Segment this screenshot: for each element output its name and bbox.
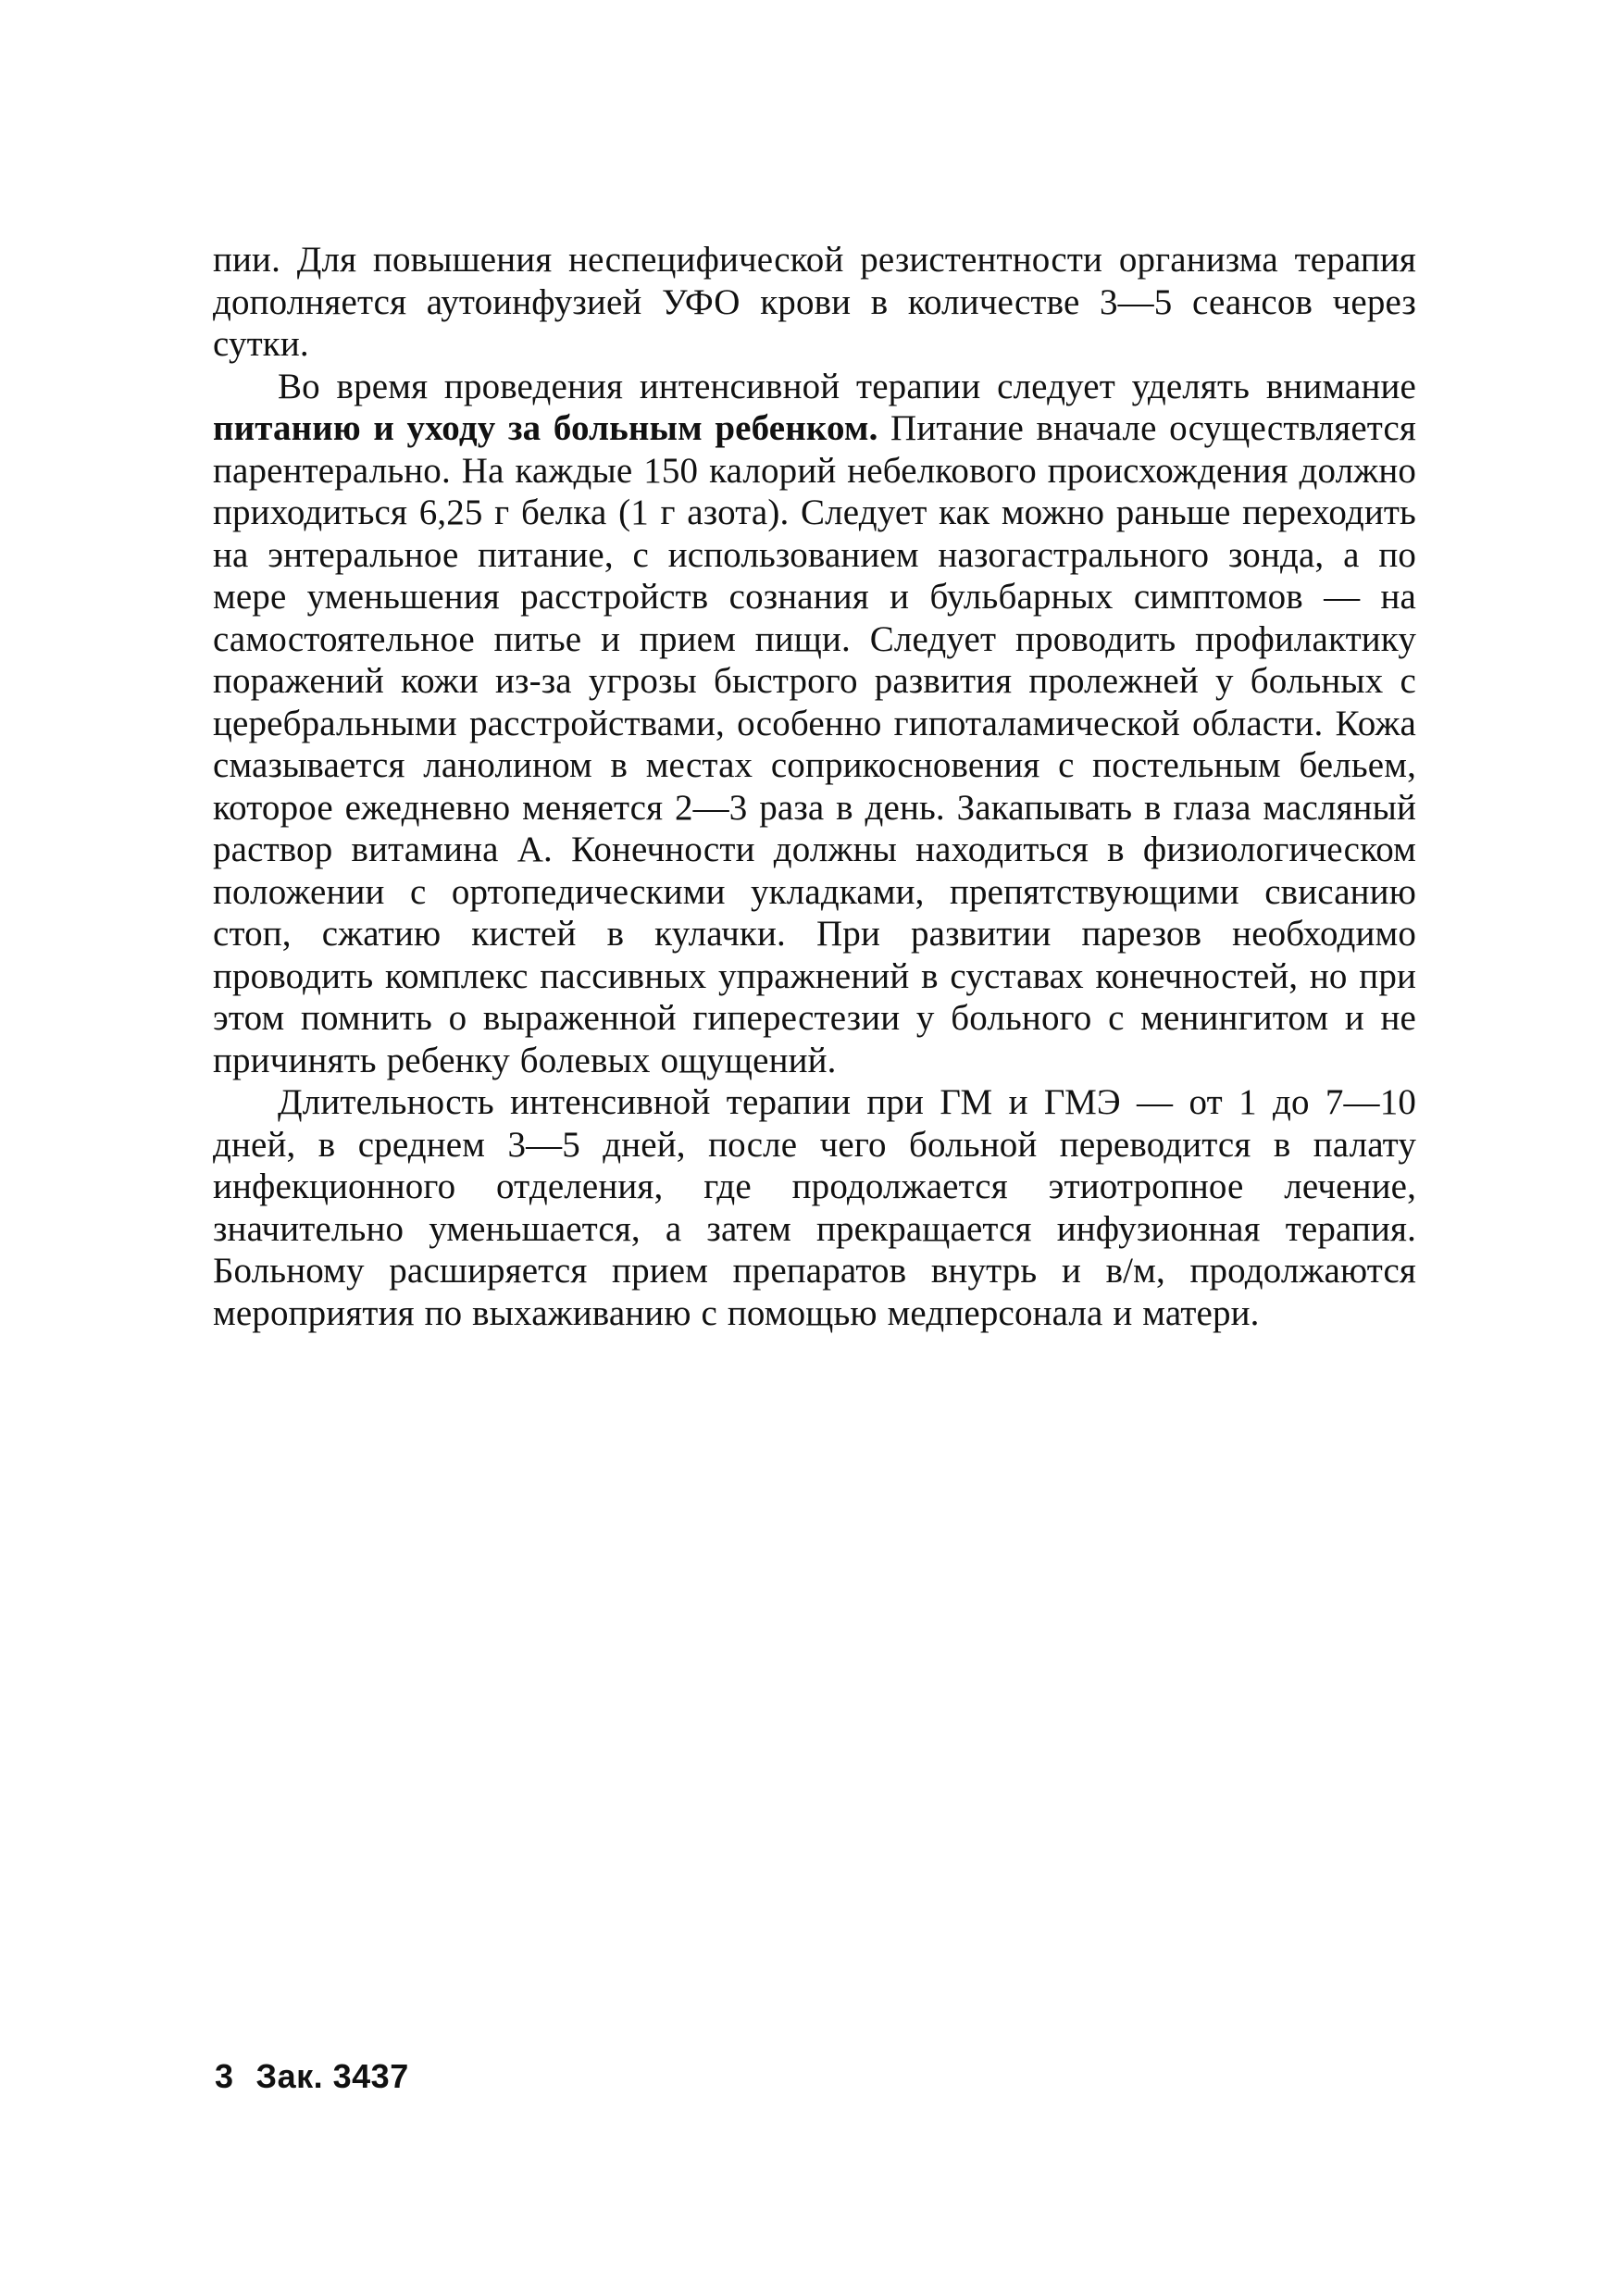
paragraph-1: пии. Для повышения неспецифической резистентности организма терапия дополняется аутоинфузией УФО крови в количестве 3—5 сеансов через сутки. bbox=[213, 240, 1416, 364]
paragraph-2-emphasis: питанию и уходу за больным ребенком. bbox=[213, 408, 878, 448]
page-footer bbox=[215, 2057, 409, 2096]
paragraph-3: Длительность интенсивной терапии при ГМ и ГМЭ — от 1 до 7—10 дней, в среднем 3—5 дней, после чего больной переводится в палату инфекционного отделения, где продолжается этиотропное лечение, значительно уменьшается, а затем прекращается инфузионная терапия. Больному расширяется прием препаратов внутрь и в/м, продолжаются мероприятия по выхаживанию с помощью медперсонала и матери. bbox=[213, 1082, 1416, 1333]
signature-number: 3 bbox=[215, 2057, 234, 2095]
paragraph-2 bbox=[213, 366, 1416, 1082]
body-text bbox=[213, 239, 1416, 1334]
paragraph-2-intro: Во время проведения интенсивной терапии следует уделять внимание bbox=[278, 366, 1416, 406]
order-label: Зак. 3437 bbox=[255, 2057, 409, 2095]
paragraph-2-body: Питание вначале осуществляется парентерально. На каждые 150 калорий небелкового происхождения должно приходиться 6,25 г белка (1 г азота). Следует как можно раньше переходить на энтеральное питание, с использованием назогастрального зонда, а по мере уменьшения расстройств сознания и бульбарных симптомов — на самостоятельное питье и прием пищи. Следует проводить профилактику поражений кожи из-за угрозы быстрого развития пролежней у больных с церебральными расстройствами, особенно гипоталамической области. Кожа смазывается ланолином в местах соприкосновения с постельным бельем, которое ежедневно меняется 2—3 раза в день. Закапывать в глаза масляный раствор витамина А. Конечности должны находиться в физиологическом положении с ортопедическими укладками, препятствующими свисанию стоп, сжатию кистей в кулачки. При развитии парезов необходимо проводить комплекс пассивных упражнений в суставах конечностей, но при этом помнить о выраженной гиперестезии у больного с менингитом и не причинять ребенку болевых ощущений. bbox=[213, 408, 1417, 1080]
